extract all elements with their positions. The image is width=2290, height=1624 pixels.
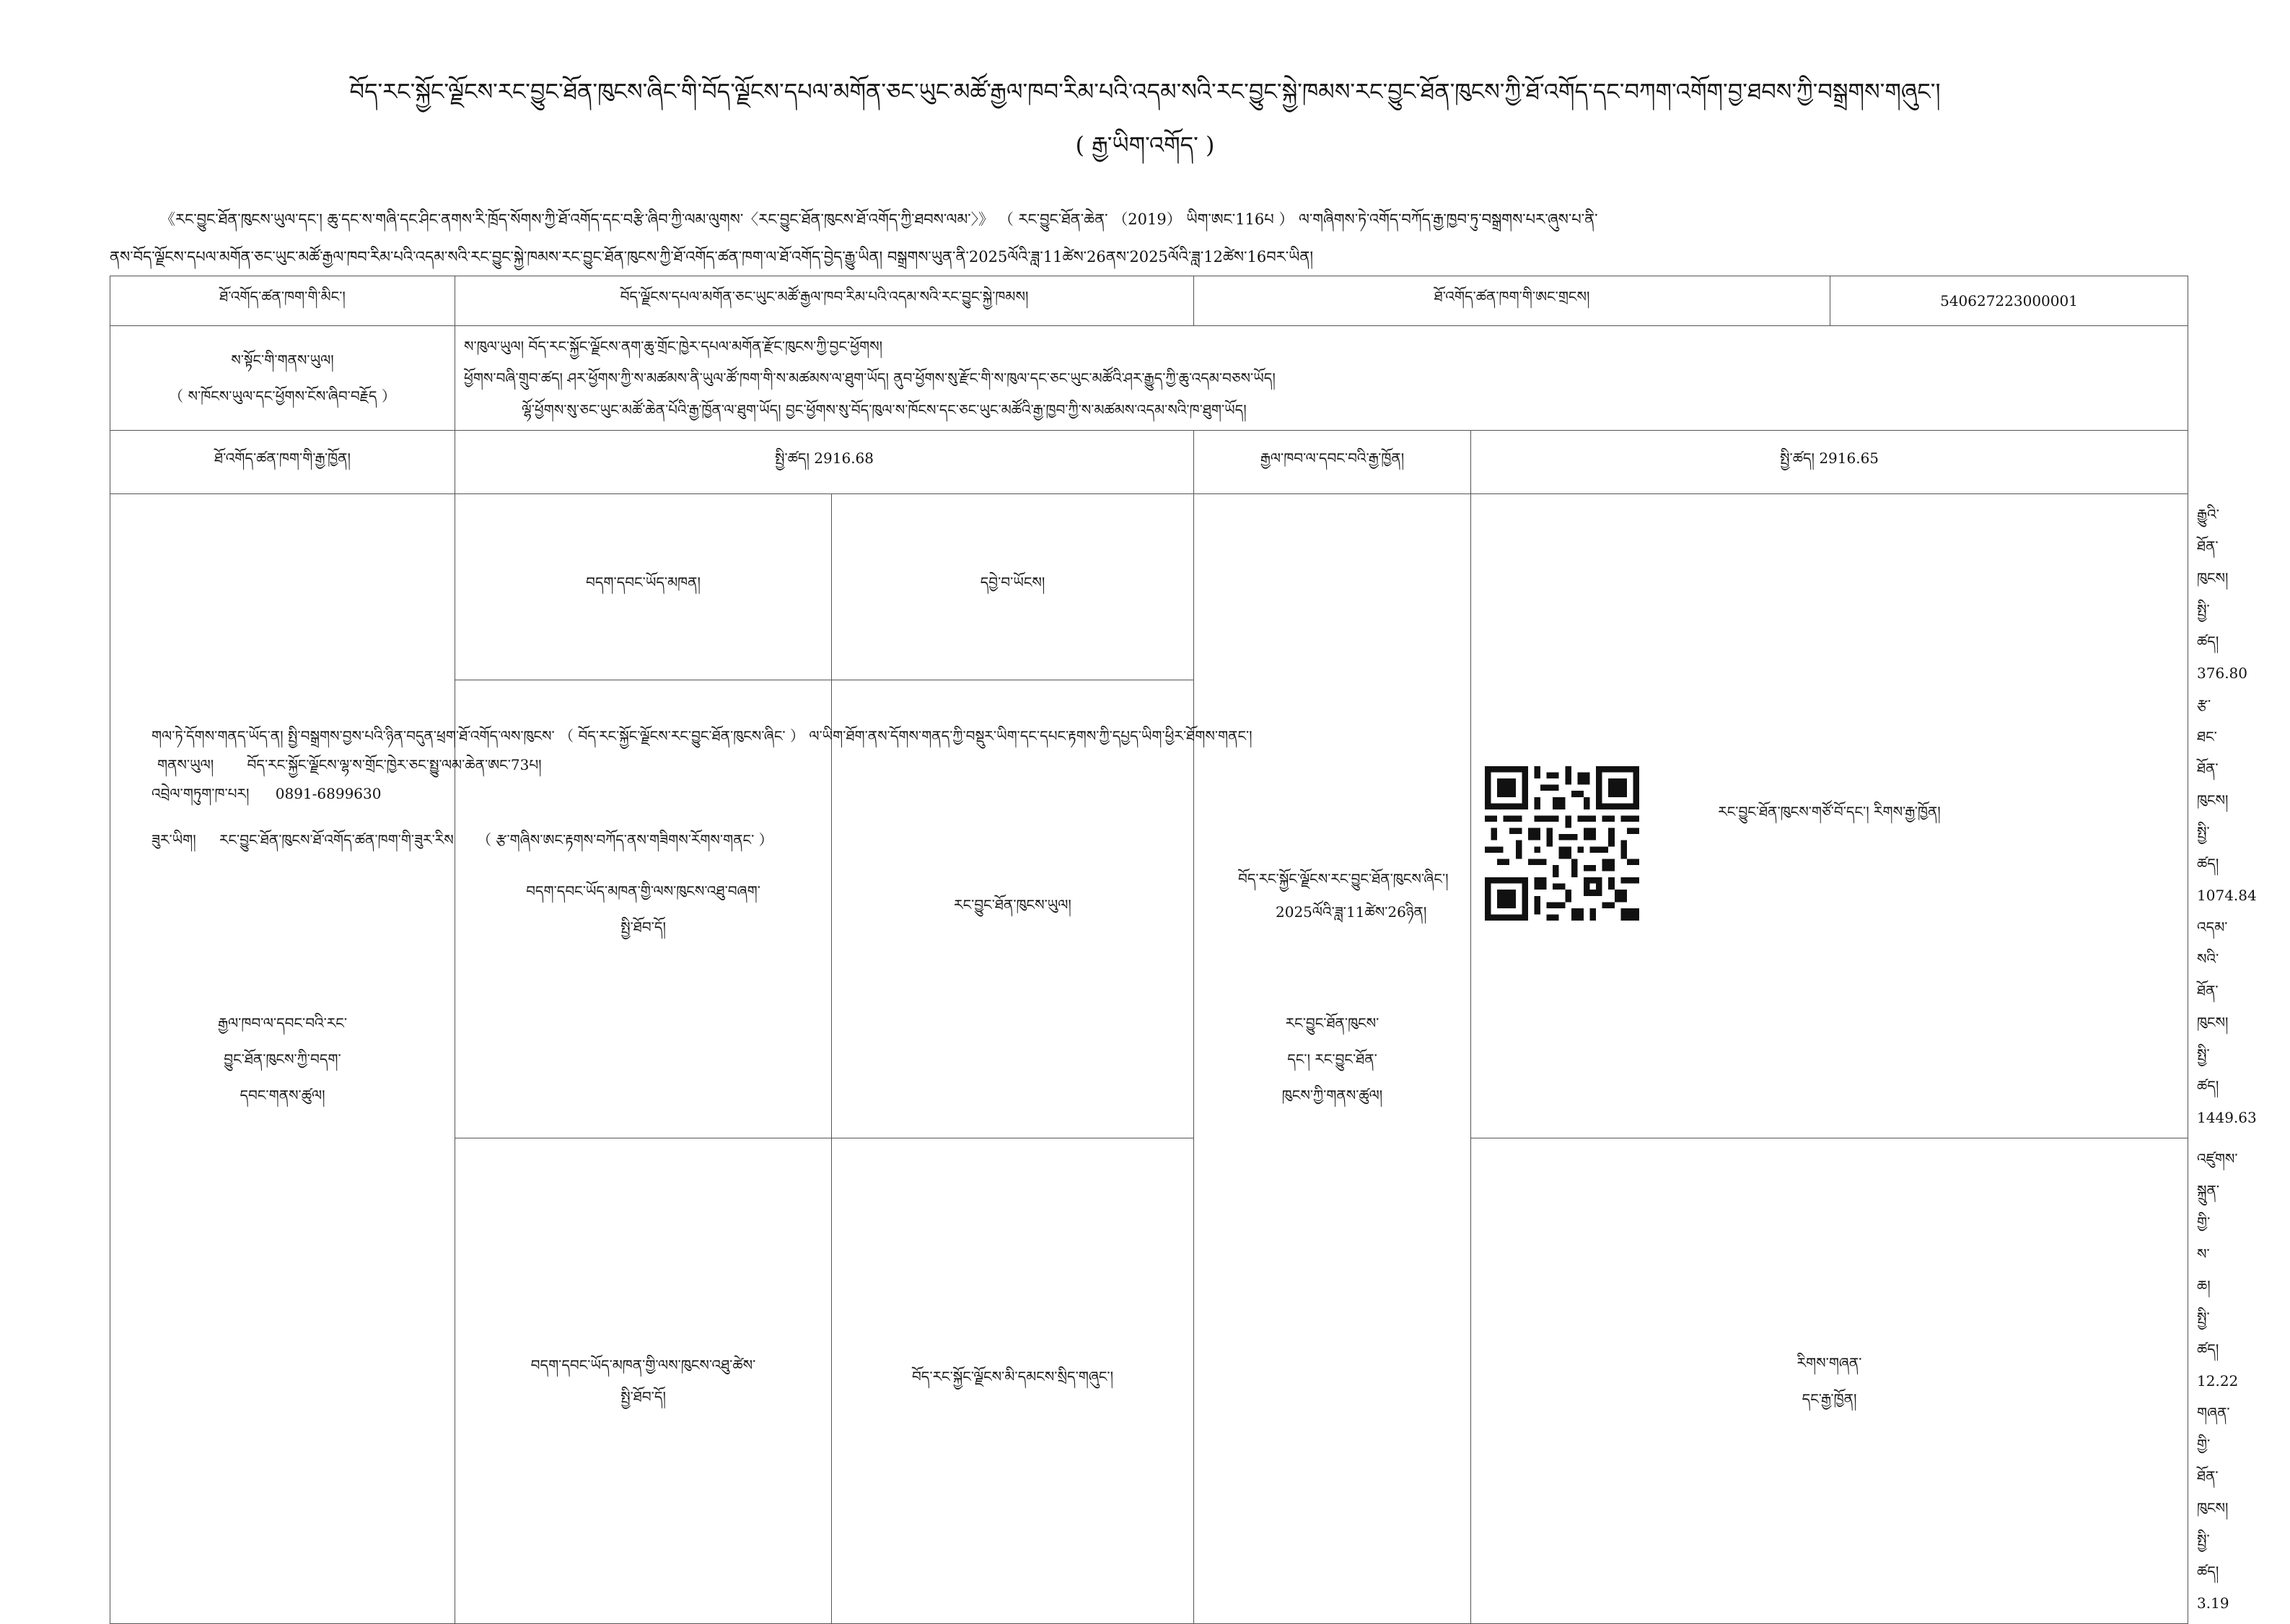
- unit-name-value: བོད་ལྗོངས་དཔལ་མགོན་ཅང་ཡུང་མཚོ་རྒྱལ་ཁབ་རིམ་པའི་འདམ་སའི་རང་བྱུང་སྐྱེ་ཁམས།: [455, 276, 1194, 326]
- location-label-line: ས་སྟོང་གི་གནས་ཡུལ།: [231, 351, 334, 369]
- location-line: ས་ཁུལ་ཡུལ། བོད་རང་སྐྱོང་ལྗོངས་ནག་ཆུ་གྲོང་ཁྱེར་དཔལ་མགོན་རྫོང་ཁུངས་ཀྱི་བྱང་ཕྱོགས།: [464, 338, 883, 355]
- table-row: [110, 431, 2188, 494]
- owner-row-1-category: རང་བྱུང་ཐོན་ཁུངས་ཡུལ།: [832, 680, 1194, 1138]
- phone-label: འབྲེལ་གཏུག་ཁ་པར།: [152, 785, 250, 802]
- area-label: ཐོ་འགོད་ཚན་ཁག་གི་རྒྱ་ཁྱོན།: [110, 431, 455, 494]
- table-row: རྒྱལ་ཁབ་ལ་དབང་བའི་རང་ བྱུང་ཐོན་ཁུངས་ཀྱི་བདག་ དབང་གནས་ཚུལ། བདག་དབང་ཡོད་མཁན། དབྱེ་བ་ཡོངས། རང་བྱུང་ཐོན་ཁུངས་ དང་། རང་བྱུང་ཐོན་ ཁུངས་ཀྱི་གནས་ཚུལ། རང་བྱུང་ཐོན་ཁུངས་གཙོ་བོ་དང་། རིགས་རྒྱ་ཁྱོན། རྒྱུའི་ཐོན་ཁུངས། སྤྱི་ཚད། 376.80 རྩ་ཐང་ཐོན་ཁུངས། སྤྱི་ཚད། 1074.84 འདམ་སའི་ཐོན་ཁུངས། སྤྱི་ཚད། 1449.63: [110, 494, 2188, 680]
- location-value: [455, 326, 2188, 431]
- owner-row-2-category: བོད་རང་སྐྱོང་ལྗོངས་མི་དམངས་སྲིད་གཞུང་།: [832, 1138, 1194, 1624]
- intro-paragraph-line-2: ནས་བོད་ལྗོངས་དཔལ་མགོན་ཅང་ཡུང་མཚོ་རྒྱལ་ཁབ་རིམ་པའི་འདམ་སའི་རང་བྱུང་སྐྱེ་ཁམས་རང་བྱུང་ཐོན་ཁུངས་ཀྱི་ཐོ་འགོད་ཚན་ཁག་ལ་ཐོ་འགོད་བྱེད་རྒྱུ་ཡིན། བསྒྲགས་ཡུན་ནི་2025ལོའི་ཟླ་11ཚེས་26ནས་2025ལོའི་ཟླ་12ཚེས་16བར་ཡིན།: [110, 248, 1314, 265]
- owner-text: སྤྱི་ཐོབ་དོ།: [620, 918, 666, 936]
- location-line: ཕྱོགས་བཞི་གྲུབ་ཚད། ཤར་ཕྱོགས་ཀྱི་ས་མཚམས་ནི་ཡུལ་ཚོ་ཁག་གི་ས་མཚམས་ལ་ཐུག་ཡོད། ནུབ་ཕྱོགས་སུ་རྫོང་གི་ས་ཁུལ་དང་ཅང་ཡུང་མཚོའི་ཤར་རྒྱུད་ཀྱི་ཆུ་འདམ་བཅས་ཡོད།: [464, 369, 1276, 387]
- resource-label-line: དང་། རང་བྱུང་ཐོན་: [1287, 1050, 1377, 1068]
- page-title: བོད་རང་སྐྱོང་ལྗོངས་རང་བྱུང་ཐོན་ཁུངས་ཞིང་གི་བོད་ལྗོངས་དཔལ་མགོན་ཅང་ཡུང་མཚོ་རྒྱལ་ཁབ་རིམ་པའི་འདམ་སའི་རང་བྱུང་སྐྱེ་ཁམས་རང་བྱུང་ཐོན་ཁུངས་ཀྱི་ཐོ་འགོད་དང་བཀག་འགོག་བྱ་ཐབས་ཀྱི་བསྒྲགས་གཞུང་།: [349, 78, 1941, 105]
- location-line: ལྷོ་ཕྱོགས་སུ་ཅང་ཡུང་མཚོ་ཆེན་པོའི་རྒྱ་ཁྱོན་ལ་ཐུག་ཡོད། བྱང་ཕྱོགས་སུ་བོད་ཁུལ་ས་ཁོངས་དང་ཅང་ཡུང་མཚོའི་རྒྱ་ཁྱབ་ཀྱི་ས་མཚམས་འདམ་སའི་ཁ་ཐུག་ཡོད།: [522, 401, 1247, 418]
- page-subtitle: ( རྒྱ་ཡིག་འགོད་ ): [1075, 131, 1215, 159]
- owner-row-2: [455, 1138, 832, 1624]
- ownership-label-line: དབང་གནས་ཚུལ།: [240, 1086, 325, 1104]
- objection-note: གལ་ཏེ་དོགས་གནད་ཡོད་ན། སྤྱི་བསྒྲགས་བྱས་པའི་ཉིན་བདུན་ཕྲག་ཐོ་འགོད་ལས་ཁུངས་ （ བོད་རང་སྐྱོང་ལྗོངས་རང་བྱུང་ཐོན་ཁུངས་ཞིང་ ） ལ་ཡིག་ཐོག་ནས་དོགས་གནད་ཀྱི་བསྡུར་ཡིག་དང་དཔང་རྟགས་ཀྱི་དཔྱད་ཡིག་ཕྱིར་ཐོགས་གནང་།: [152, 727, 1253, 745]
- ownership-label-line: བྱུང་ཐོན་ཁུངས་ཀྱི་བདག་: [224, 1050, 341, 1068]
- ownership-label-line: རྒྱལ་ཁབ་ལ་དབང་བའི་རང་: [217, 1014, 348, 1032]
- resource-label-line: རང་བྱུང་ཐོན་ཁུངས་: [1285, 1014, 1379, 1032]
- owner-text: བདག་དབང་ཡོད་མཁན་གྱི་ལས་ཁུངས་འཐུ་བཞག་: [526, 882, 760, 900]
- location-label: [110, 326, 455, 431]
- qr-code-graphic: [1485, 766, 1639, 921]
- qr-code-icon: [1485, 766, 1639, 921]
- other-type-label-line: དང་རྒྱ་ཁྱོན།: [1802, 1390, 1857, 1408]
- unit-name-label: ཐོ་འགོད་ཚན་ཁག་གི་མིང་།: [110, 276, 455, 326]
- attachment-line: [152, 824, 773, 864]
- attachment-value: རང་བྱུང་ཐོན་ཁུངས་ཐོ་འགོད་ཚན་ཁག་གི་ཟུར་རིས: [219, 831, 454, 848]
- resource-label-line: ཁུངས་ཀྱི་གནས་ཚུལ།: [1281, 1086, 1383, 1104]
- signature-org: བོད་རང་སྐྱོང་ལྗོངས་རང་བྱུང་ཐོན་ཁུངས་ཞིང་།: [1238, 870, 1449, 887]
- attachment-label: ཟུར་ཡིག།: [152, 831, 196, 848]
- attachment-note: （ རྩ་གཞིས་ཨང་རྟགས་བཀོད་ནས་གཟིགས་རོགས་གནང་ ）: [477, 831, 773, 848]
- owner-text: བདག་དབང་ཡོད་མཁན་གྱི་ལས་ཁུངས་འཐུ་ཚེས་: [530, 1356, 756, 1374]
- resource-label: [1194, 494, 1471, 1624]
- location-label-line: （ ས་ཁོངས་ཡུལ་དང་ཕྱོགས་ངོས་ཞིབ་བརྗོད ）: [169, 387, 396, 405]
- state-area-value: སྤྱི་ཚད། 2916.65: [1471, 431, 2188, 494]
- other-type-label-line: རིགས་གཞན་: [1797, 1354, 1862, 1371]
- address-value: བོད་རང་སྐྱོང་ལྗོངས་ལྷ་ས་གྲོང་ཁྱེར་ཅང་སྤྱུ་ལམ་ཆེན་ཨང་73པ།: [247, 756, 542, 773]
- registration-table: [110, 276, 2257, 1624]
- area-value: སྤྱི་ཚད། 2916.68: [455, 431, 1194, 494]
- phone-value: 0891-6899630: [275, 785, 382, 802]
- table-row: [110, 276, 2188, 326]
- signature-date: 2025ལོའི་ཟླ་11ཚེས་26ཉིན།: [1276, 903, 1427, 921]
- state-area-label: རྒྱལ་ཁབ་ལ་དབང་བའི་རྒྱ་ཁྱོན།: [1194, 431, 1471, 494]
- table-row: [110, 326, 2188, 431]
- col-header-category: དབྱེ་བ་ཡོངས།: [832, 494, 1194, 680]
- unit-code-label: ཐོ་འགོད་ཚན་ཁག་གི་ཨང་གྲངས།: [1194, 276, 1830, 326]
- type-area-label: རང་བྱུང་ཐོན་ཁུངས་གཙོ་བོ་དང་། རིགས་རྒྱ་ཁྱོན།: [1471, 494, 2188, 1138]
- address-label: གནས་ཡུལ།: [157, 756, 214, 773]
- ownership-label: [110, 494, 455, 1624]
- intro-paragraph-line-1: 《རང་བྱུང་ཐོན་ཁུངས་ཡུལ་དང་། ཆུ་དང་ས་གཞི་དང་ཤིང་ནགས་རི་ཁྲོད་སོགས་ཀྱི་ཐོ་འགོད་དང་བརྩི་ཞིབ་ཀྱི་ལམ་ལུགས་〈རང་བྱུང་ཐོན་ཁུངས་ཐོ་འགོད་ཀྱི་ཐབས་ལམ་〉》 （ རང་བྱུང་ཐོན་ཆེན་ （2019） ཡིག་ཨང་116པ ） ལ་གཞིགས་ཏེ་འགོད་བཀོད་རྒྱ་ཁྱབ་ཏུ་བསྒྲགས་པར་ཞུས་པ་ནི་: [160, 211, 1598, 228]
- table-row: བདག་དབང་ཡོད་མཁན་གྱི་ལས་ཁུངས་འཐུ་ཚེས་ སྤྱི་ཐོབ་དོ། བོད་རང་སྐྱོང་ལྗོངས་མི་དམངས་སྲིད་གཞུང་། རིགས་གཞན་ དང་རྒྱ་ཁྱོན། འཛུགས་སྐྲུན་གྱི་ས་ཆ། སྤྱི་ཚད། 12.22 གཞན་གྱི་ཐོན་ཁུངས། སྤྱི་ཚད། 3.19: [110, 1138, 2188, 1624]
- owner-text: སྤྱི་ཐོབ་དོ།: [620, 1388, 666, 1405]
- phone-line: [152, 778, 381, 818]
- unit-code-value: 540627223000001: [1830, 276, 2188, 326]
- col-header-owner: བདག་དབང་ཡོད་མཁན།: [455, 494, 832, 680]
- other-type-label: [1471, 1138, 2188, 1624]
